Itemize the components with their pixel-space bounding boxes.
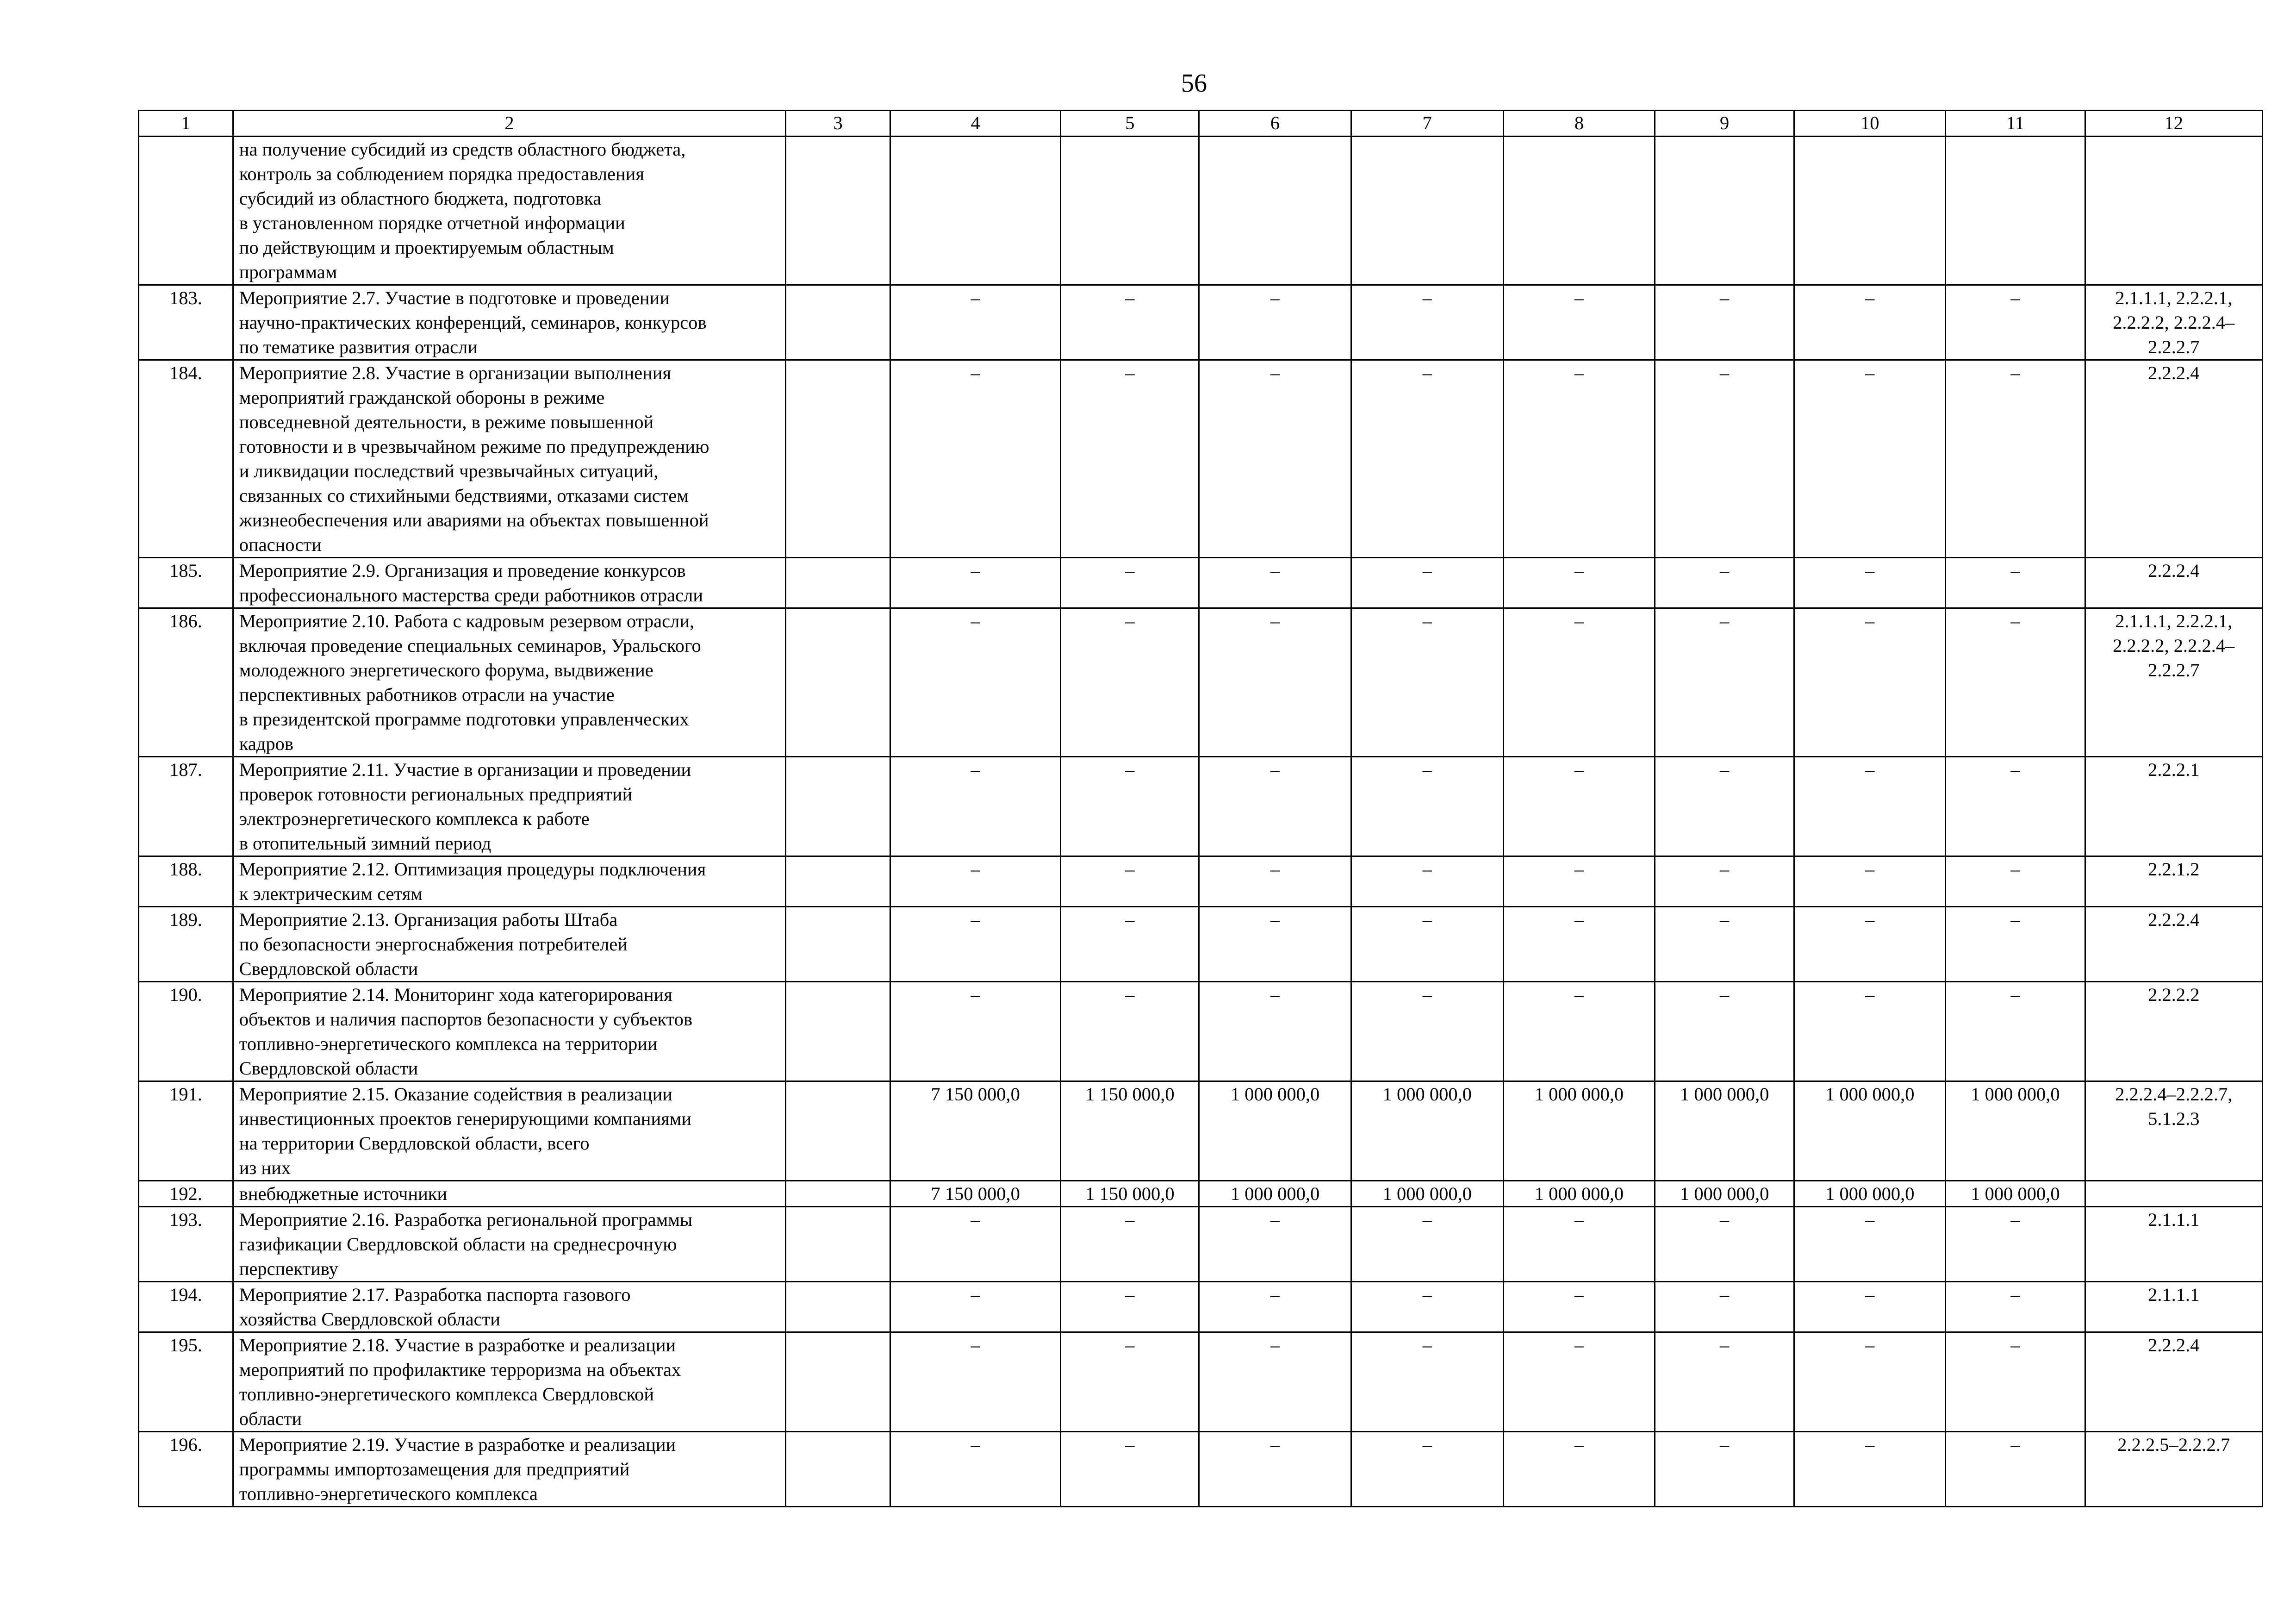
- description-line: Мероприятие 2.14. Мониторинг хода категорирования: [239, 984, 672, 1005]
- value-cell-col-9: –: [1655, 285, 1794, 360]
- description-line: внебюджетные источники: [239, 1183, 448, 1204]
- table-row: [139, 982, 2263, 1081]
- description-line: в президентской программе подготовки управленческих: [239, 709, 689, 730]
- value-cell-col-7: –: [1351, 1282, 1503, 1332]
- column-header: 6: [1199, 111, 1351, 137]
- value-cell-col-8: –: [1503, 558, 1655, 608]
- value-cell-col-9: –: [1655, 1282, 1794, 1332]
- value-cell-col-6: –: [1199, 982, 1351, 1081]
- value-cell-col-5: –: [1061, 608, 1199, 757]
- value-cell-col-11: –: [1946, 982, 2085, 1081]
- description-line: контроль за соблюдением порядка предоставления: [239, 163, 644, 184]
- target-reference-cell: [2085, 907, 2263, 982]
- column-3-cell: [786, 285, 890, 360]
- description-line: на получение субсидий из средств областного бюджета,: [239, 139, 686, 160]
- target-reference-cell: [2085, 1081, 2263, 1181]
- value-cell-col-10: –: [1794, 982, 1946, 1081]
- value-cell-col-4: –: [890, 1282, 1061, 1332]
- value-cell-col-9: –: [1655, 360, 1794, 558]
- measure-description-cell: [233, 558, 785, 608]
- reference-line: 2.1.1.1, 2.2.2.1,: [2115, 611, 2233, 631]
- value-cell-col-5: –: [1061, 1282, 1199, 1332]
- value-cell-col-5: –: [1061, 907, 1199, 982]
- column-3-cell: [786, 907, 890, 982]
- target-reference-cell: [2085, 360, 2263, 558]
- value-cell-col-11: –: [1946, 757, 2085, 856]
- value-cell-col-6: –: [1199, 360, 1351, 558]
- row-number-cell: 184.: [139, 360, 233, 558]
- row-number-cell: 189.: [139, 907, 233, 982]
- value-cell-col-8: –: [1503, 285, 1655, 360]
- value-cell-col-11: [1946, 137, 2085, 285]
- column-header: 12: [2085, 111, 2263, 137]
- reference-line: 2.2.2.1: [2148, 759, 2200, 780]
- reference-line: 2.2.1.2: [2148, 859, 2200, 880]
- reference-line: 2.2.2.4: [2148, 1335, 2200, 1355]
- value-cell-col-5: –: [1061, 360, 1199, 558]
- column-header: 1: [139, 111, 233, 137]
- description-line: Мероприятие 2.8. Участие в организации выполнения: [239, 362, 672, 383]
- value-cell-col-11: –: [1946, 558, 2085, 608]
- value-cell-col-10: –: [1794, 1282, 1946, 1332]
- value-cell-col-8: –: [1503, 360, 1655, 558]
- table-row: [139, 1282, 2263, 1332]
- reference-line: 2.2.2.7: [2148, 660, 2200, 681]
- column-header: 4: [890, 111, 1061, 137]
- value-cell-col-6: –: [1199, 1332, 1351, 1432]
- target-reference-cell: [2085, 558, 2263, 608]
- value-cell-col-8: –: [1503, 1432, 1655, 1507]
- row-number-cell: 196.: [139, 1432, 233, 1507]
- value-cell-col-9: –: [1655, 1207, 1794, 1282]
- column-3-cell: [786, 137, 890, 285]
- value-cell-col-10: –: [1794, 856, 1946, 907]
- value-cell-col-4: –: [890, 982, 1061, 1081]
- description-line: в отопительный зимний период: [239, 833, 492, 854]
- table-header-row: [139, 111, 2263, 137]
- description-line: электроэнергетического комплекса к работе: [239, 808, 590, 829]
- column-header: 11: [1946, 111, 2085, 137]
- value-cell-col-4: 7 150 000,0: [890, 1081, 1061, 1181]
- value-cell-col-8: –: [1503, 608, 1655, 757]
- value-cell-col-5: –: [1061, 856, 1199, 907]
- row-number-cell: 191.: [139, 1081, 233, 1181]
- row-number-cell: 186.: [139, 608, 233, 757]
- description-line: Свердловской области: [239, 1058, 418, 1079]
- row-number-cell: 183.: [139, 285, 233, 360]
- value-cell-col-8: –: [1503, 1332, 1655, 1432]
- value-cell-col-4: –: [890, 1207, 1061, 1282]
- description-line: хозяйства Свердловской области: [239, 1309, 500, 1330]
- value-cell-col-5: –: [1061, 982, 1199, 1081]
- value-cell-col-4: –: [890, 1432, 1061, 1507]
- measure-description-cell: [233, 1332, 785, 1432]
- description-line: программам: [239, 262, 337, 282]
- value-cell-col-7: –: [1351, 1207, 1503, 1282]
- value-cell-col-4: –: [890, 1332, 1061, 1432]
- target-reference-cell: [2085, 608, 2263, 757]
- description-line: Мероприятие 2.12. Оптимизация процедуры подключения: [239, 859, 706, 880]
- description-line: перспективных работников отрасли на участие: [239, 684, 615, 705]
- value-cell-col-5: –: [1061, 1332, 1199, 1432]
- value-cell-col-11: –: [1946, 856, 2085, 907]
- description-line: проверок готовности региональных предприятий: [239, 784, 633, 805]
- description-line: объектов и наличия паспортов безопасности у субъектов: [239, 1009, 693, 1030]
- value-cell-col-10: –: [1794, 757, 1946, 856]
- value-cell-col-8: 1 000 000,0: [1503, 1181, 1655, 1207]
- table-row: [139, 757, 2263, 856]
- measure-description-cell: [233, 608, 785, 757]
- value-cell-col-4: –: [890, 360, 1061, 558]
- measure-description-cell: [233, 907, 785, 982]
- value-cell-col-6: –: [1199, 757, 1351, 856]
- value-cell-col-4: 7 150 000,0: [890, 1181, 1061, 1207]
- value-cell-col-5: –: [1061, 1207, 1199, 1282]
- value-cell-col-11: –: [1946, 1207, 2085, 1282]
- value-cell-col-11: 1 000 000,0: [1946, 1081, 2085, 1181]
- description-line: в установленном порядке отчетной информации: [239, 212, 625, 233]
- value-cell-col-8: [1503, 137, 1655, 285]
- value-cell-col-8: –: [1503, 1282, 1655, 1332]
- reference-line: 2.1.1.1: [2148, 1209, 2200, 1230]
- value-cell-col-8: –: [1503, 982, 1655, 1081]
- measure-description-cell: [233, 137, 785, 285]
- value-cell-col-7: –: [1351, 558, 1503, 608]
- reference-line: 2.2.2.4–2.2.2.7,: [2115, 1084, 2233, 1105]
- value-cell-col-6: 1 000 000,0: [1199, 1181, 1351, 1207]
- value-cell-col-10: –: [1794, 1432, 1946, 1507]
- value-cell-col-10: –: [1794, 285, 1946, 360]
- value-cell-col-8: –: [1503, 757, 1655, 856]
- target-reference-cell: [2085, 285, 2263, 360]
- value-cell-col-11: –: [1946, 1432, 2085, 1507]
- target-reference-cell: [2085, 1207, 2263, 1282]
- value-cell-col-9: –: [1655, 907, 1794, 982]
- value-cell-col-7: –: [1351, 757, 1503, 856]
- value-cell-col-11: –: [1946, 1332, 2085, 1432]
- column-3-cell: [786, 856, 890, 907]
- value-cell-col-5: 1 150 000,0: [1061, 1181, 1199, 1207]
- reference-line: 2.2.2.4: [2148, 909, 2200, 930]
- row-number-cell: 187.: [139, 757, 233, 856]
- description-line: научно-практических конференций, семинаров, конкурсов: [239, 312, 707, 333]
- target-reference-cell: [2085, 1332, 2263, 1432]
- table-row: [139, 856, 2263, 907]
- value-cell-col-7: –: [1351, 1432, 1503, 1507]
- value-cell-col-11: 1 000 000,0: [1946, 1181, 2085, 1207]
- value-cell-col-7: –: [1351, 982, 1503, 1081]
- reference-line: 2.2.2.2: [2148, 984, 2200, 1005]
- measure-description-cell: [233, 757, 785, 856]
- column-header: 2: [233, 111, 785, 137]
- measure-description-cell: [233, 1181, 785, 1207]
- value-cell-col-10: –: [1794, 558, 1946, 608]
- table-row: [139, 558, 2263, 608]
- reference-line: 2.2.2.4: [2148, 560, 2200, 581]
- value-cell-col-10: –: [1794, 608, 1946, 757]
- value-cell-col-6: –: [1199, 285, 1351, 360]
- value-cell-col-6: –: [1199, 1207, 1351, 1282]
- description-line: мероприятий по профилактике терроризма на объектах: [239, 1359, 681, 1380]
- value-cell-col-9: –: [1655, 757, 1794, 856]
- value-cell-col-7: 1 000 000,0: [1351, 1181, 1503, 1207]
- value-cell-col-4: –: [890, 757, 1061, 856]
- value-cell-col-9: –: [1655, 608, 1794, 757]
- column-3-cell: [786, 1181, 890, 1207]
- description-line: Мероприятие 2.11. Участие в организации и проведении: [239, 759, 691, 780]
- column-3-cell: [786, 982, 890, 1081]
- table-row: [139, 1432, 2263, 1507]
- target-reference-cell: [2085, 137, 2263, 285]
- description-line: программы импортозамещения для предприятий: [239, 1459, 630, 1480]
- target-reference-cell: [2085, 757, 2263, 856]
- value-cell-col-4: [890, 137, 1061, 285]
- description-line: газификации Свердловской области на среднесрочную: [239, 1234, 677, 1255]
- description-line: области: [239, 1408, 302, 1429]
- target-reference-cell: [2085, 982, 2263, 1081]
- value-cell-col-8: –: [1503, 1207, 1655, 1282]
- value-cell-col-11: –: [1946, 608, 2085, 757]
- value-cell-col-8: –: [1503, 856, 1655, 907]
- description-line: по тематике развития отрасли: [239, 337, 478, 357]
- column-3-cell: [786, 1332, 890, 1432]
- description-line: связанных со стихийными бедствиями, отказами систем: [239, 485, 689, 506]
- value-cell-col-8: –: [1503, 907, 1655, 982]
- row-number-cell: [139, 137, 233, 285]
- value-cell-col-7: [1351, 137, 1503, 285]
- measure-description-cell: [233, 360, 785, 558]
- value-cell-col-10: –: [1794, 1332, 1946, 1432]
- column-header: 3: [786, 111, 890, 137]
- value-cell-col-10: –: [1794, 907, 1946, 982]
- value-cell-col-7: –: [1351, 907, 1503, 982]
- column-header: 8: [1503, 111, 1655, 137]
- value-cell-col-9: 1 000 000,0: [1655, 1081, 1794, 1181]
- column-3-cell: [786, 1282, 890, 1332]
- value-cell-col-11: –: [1946, 1282, 2085, 1332]
- value-cell-col-9: –: [1655, 1332, 1794, 1432]
- description-line: перспективу: [239, 1258, 338, 1279]
- value-cell-col-9: –: [1655, 856, 1794, 907]
- description-line: включая проведение специальных семинаров, Уральского: [239, 635, 701, 656]
- measure-description-cell: [233, 982, 785, 1081]
- table-row: [139, 608, 2263, 757]
- value-cell-col-5: [1061, 137, 1199, 285]
- table-row: [139, 1081, 2263, 1181]
- table-row: [139, 1207, 2263, 1282]
- measure-description-cell: [233, 1432, 785, 1507]
- value-cell-col-7: 1 000 000,0: [1351, 1081, 1503, 1181]
- table-row: [139, 285, 2263, 360]
- target-reference-cell: [2085, 856, 2263, 907]
- row-number-cell: 185.: [139, 558, 233, 608]
- description-line: жизнеобеспечения или авариями на объектах повышенной: [239, 510, 709, 531]
- value-cell-col-5: –: [1061, 1432, 1199, 1507]
- target-reference-cell: [2085, 1432, 2263, 1507]
- reference-line: 2.2.2.2, 2.2.2.4–: [2113, 312, 2235, 333]
- description-line: топливно-энергетического комплекса Свердловской: [239, 1384, 654, 1405]
- reference-line: 2.2.2.2, 2.2.2.4–: [2113, 635, 2235, 656]
- value-cell-col-9: –: [1655, 982, 1794, 1081]
- value-cell-col-6: –: [1199, 856, 1351, 907]
- description-line: Мероприятие 2.9. Организация и проведение конкурсов: [239, 560, 686, 581]
- column-3-cell: [786, 1207, 890, 1282]
- value-cell-col-5: 1 150 000,0: [1061, 1081, 1199, 1181]
- value-cell-col-6: –: [1199, 1282, 1351, 1332]
- description-line: из них: [239, 1157, 291, 1178]
- value-cell-col-6: [1199, 137, 1351, 285]
- page-number: 56: [1181, 69, 1207, 98]
- table-row: [139, 1181, 2263, 1207]
- column-3-cell: [786, 558, 890, 608]
- table-row: [139, 137, 2263, 285]
- description-line: мероприятий гражданской обороны в режиме: [239, 387, 605, 408]
- value-cell-col-4: –: [890, 558, 1061, 608]
- value-cell-col-6: 1 000 000,0: [1199, 1081, 1351, 1181]
- value-cell-col-6: –: [1199, 907, 1351, 982]
- value-cell-col-9: [1655, 137, 1794, 285]
- row-number-cell: 193.: [139, 1207, 233, 1282]
- description-line: топливно-энергетического комплекса на территории: [239, 1033, 658, 1054]
- description-line: топливно-энергетического комплекса: [239, 1483, 538, 1504]
- row-number-cell: 195.: [139, 1332, 233, 1432]
- row-number-cell: 194.: [139, 1282, 233, 1332]
- value-cell-col-7: –: [1351, 856, 1503, 907]
- value-cell-col-5: –: [1061, 558, 1199, 608]
- value-cell-col-7: –: [1351, 608, 1503, 757]
- value-cell-col-4: –: [890, 856, 1061, 907]
- description-line: Мероприятие 2.18. Участие в разработке и реализации: [239, 1335, 676, 1355]
- description-line: субсидий из областного бюджета, подготовка: [239, 188, 602, 209]
- measure-description-cell: [233, 856, 785, 907]
- description-line: Мероприятие 2.10. Работа с кадровым резервом отрасли,: [239, 611, 695, 631]
- reference-line: 2.2.2.4: [2148, 362, 2200, 383]
- measure-description-cell: [233, 1282, 785, 1332]
- column-3-cell: [786, 608, 890, 757]
- table-row: [139, 360, 2263, 558]
- description-line: профессионального мастерства среди работников отрасли: [239, 585, 703, 606]
- value-cell-col-10: 1 000 000,0: [1794, 1081, 1946, 1181]
- description-line: по безопасности энергоснабжения потребителей: [239, 934, 628, 955]
- column-header: 10: [1794, 111, 1946, 137]
- value-cell-col-6: –: [1199, 608, 1351, 757]
- reference-line: 5.1.2.3: [2148, 1108, 2200, 1129]
- value-cell-col-8: 1 000 000,0: [1503, 1081, 1655, 1181]
- description-line: по действующим и проектируемым областным: [239, 237, 614, 258]
- column-3-cell: [786, 757, 890, 856]
- measure-description-cell: [233, 1081, 785, 1181]
- value-cell-col-4: –: [890, 285, 1061, 360]
- value-cell-col-9: –: [1655, 1432, 1794, 1507]
- description-line: и ликвидации последствий чрезвычайных ситуаций,: [239, 461, 659, 481]
- column-3-cell: [786, 360, 890, 558]
- value-cell-col-6: –: [1199, 1432, 1351, 1507]
- description-line: Мероприятие 2.13. Организация работы Штаба: [239, 909, 618, 930]
- target-reference-cell: [2085, 1282, 2263, 1332]
- description-line: Мероприятие 2.19. Участие в разработке и реализации: [239, 1434, 676, 1455]
- value-cell-col-11: –: [1946, 907, 2085, 982]
- description-line: кадров: [239, 733, 294, 754]
- value-cell-col-10: –: [1794, 1207, 1946, 1282]
- value-cell-col-7: –: [1351, 1332, 1503, 1432]
- value-cell-col-11: –: [1946, 360, 2085, 558]
- description-line: Мероприятие 2.16. Разработка региональной программы: [239, 1209, 693, 1230]
- description-line: опасности: [239, 534, 322, 555]
- value-cell-col-5: –: [1061, 757, 1199, 856]
- table-row: [139, 1332, 2263, 1432]
- value-cell-col-10: 1 000 000,0: [1794, 1181, 1946, 1207]
- column-header: 9: [1655, 111, 1794, 137]
- value-cell-col-10: [1794, 137, 1946, 285]
- description-line: на территории Свердловской области, всего: [239, 1133, 590, 1154]
- value-cell-col-5: –: [1061, 285, 1199, 360]
- value-cell-col-4: –: [890, 907, 1061, 982]
- target-reference-cell: [2085, 1181, 2263, 1207]
- reference-line: 2.1.1.1, 2.2.2.1,: [2115, 287, 2233, 308]
- value-cell-col-10: –: [1794, 360, 1946, 558]
- description-line: Мероприятие 2.15. Оказание содействия в реализации: [239, 1084, 672, 1105]
- description-line: Мероприятие 2.7. Участие в подготовке и проведении: [239, 287, 670, 308]
- measure-description-cell: [233, 1207, 785, 1282]
- value-cell-col-4: –: [890, 608, 1061, 757]
- value-cell-col-6: –: [1199, 558, 1351, 608]
- description-line: Свердловской области: [239, 958, 418, 979]
- reference-line: 2.2.2.7: [2148, 337, 2200, 357]
- value-cell-col-11: –: [1946, 285, 2085, 360]
- column-header: 7: [1351, 111, 1503, 137]
- column-3-cell: [786, 1432, 890, 1507]
- column-3-cell: [786, 1081, 890, 1181]
- row-number-cell: 192.: [139, 1181, 233, 1207]
- description-line: Мероприятие 2.17. Разработка паспорта газового: [239, 1284, 631, 1305]
- description-line: молодежного энергетического форума, выдвижение: [239, 660, 653, 681]
- column-header: 5: [1061, 111, 1199, 137]
- measures-table: [138, 110, 2263, 1507]
- description-line: к электрическим сетям: [239, 883, 423, 904]
- description-line: повседневной деятельности, в режиме повышенной: [239, 412, 654, 432]
- value-cell-col-9: 1 000 000,0: [1655, 1181, 1794, 1207]
- measure-description-cell: [233, 285, 785, 360]
- reference-line: 2.2.2.5–2.2.2.7: [2117, 1434, 2230, 1455]
- value-cell-col-7: –: [1351, 360, 1503, 558]
- description-line: готовности и в чрезвычайном режиме по предупреждению: [239, 436, 709, 457]
- value-cell-col-9: –: [1655, 558, 1794, 608]
- description-line: инвестиционных проектов генерирующими компаниями: [239, 1108, 692, 1129]
- row-number-cell: 190.: [139, 982, 233, 1081]
- value-cell-col-7: –: [1351, 285, 1503, 360]
- reference-line: 2.1.1.1: [2148, 1284, 2200, 1305]
- row-number-cell: 188.: [139, 856, 233, 907]
- table-row: [139, 907, 2263, 982]
